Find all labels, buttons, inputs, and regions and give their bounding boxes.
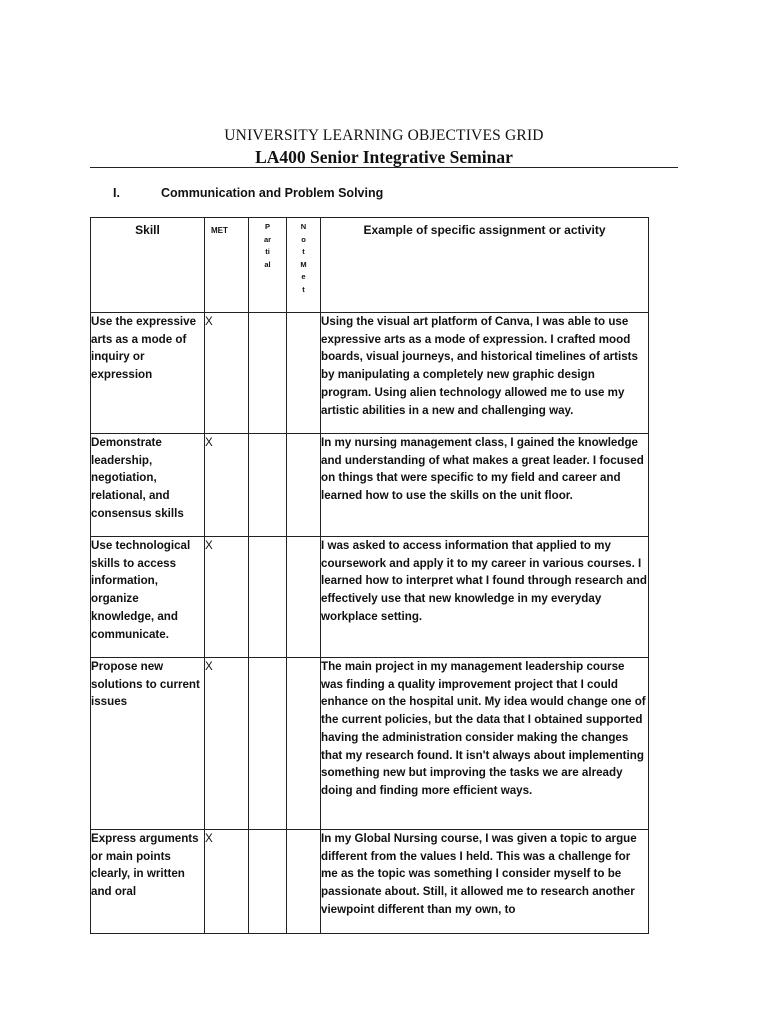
- example-cell: I was asked to access information that applied to my coursework and apply it to my career in various courses. I learned how to interpret what I found through research and effectively use that new knowledge in my everyday workplace setting.: [321, 537, 649, 658]
- partial-column-header: [249, 218, 287, 313]
- table-row: [91, 830, 649, 934]
- partial-cell: [249, 658, 287, 830]
- not-met-header-letter: o: [301, 234, 306, 244]
- example-cell: The main project in my management leadership course was finding a quality improvement project that I could enhance on the hospital unit. My idea would change one of the current policies, but the data that I obtained supported having the administration consider making the changes that my research found. It isn't always about implementing something new but improving the tasks we are already doing and finding more efficient ways.: [321, 658, 649, 830]
- partial-cell: [249, 434, 287, 537]
- section-number: I.: [113, 186, 120, 200]
- partial-header-letter: P: [264, 222, 270, 231]
- met-cell: X: [205, 537, 249, 658]
- partial-cell: [249, 313, 287, 434]
- partial-header-letter: ar: [263, 234, 272, 244]
- met-cell: X: [205, 830, 249, 934]
- not-met-cell: [287, 313, 321, 434]
- partial-cell: [249, 830, 287, 934]
- example-cell: In my nursing management class, I gained the knowledge and understanding of what makes a great leader. I focused on things that were specific to my field and career and learned how to use the skills on the unit floor.: [321, 434, 649, 537]
- example-cell: Using the visual art platform of Canva, I was able to use expressive arts as a mode of expression. I crafted mood boards, visual journeys, and historical timelines of artists by manipulating a completely new graphic design program. Using alien technology allowed me to use my artistic abilities in a new and challenging way.: [321, 313, 649, 434]
- skill-cell: Demonstrate leadership, negotiation, relational, and consensus skills: [91, 434, 205, 537]
- table-header-row: [91, 218, 649, 313]
- objectives-table: [90, 217, 649, 934]
- met-cell: X: [205, 658, 249, 830]
- example-cell: In my Global Nursing course, I was given a topic to argue different from the values I held. This was a challenge for me as the topic was something I consider myself to be passionate about. Still, it allowed me to research another viewpoint different than my own, to: [321, 830, 649, 934]
- document-subtitle: LA400 Senior Integrative Seminar: [255, 147, 513, 167]
- table-row: [91, 658, 649, 830]
- not-met-header-letter: t: [302, 284, 305, 294]
- not-met-header-letter: t: [302, 247, 305, 256]
- not-met-column-header: [287, 218, 321, 313]
- not-met-header-letter: N: [300, 222, 307, 231]
- skill-cell: Express arguments or main points clearly, in written and oral: [91, 830, 205, 934]
- document-title: UNIVERSITY LEARNING OBJECTIVES GRID: [224, 127, 544, 144]
- partial-header-letter: al: [264, 259, 271, 269]
- table-row: [91, 537, 649, 658]
- met-cell: X: [205, 313, 249, 434]
- not-met-header-letter: e: [301, 272, 306, 281]
- table-row: [91, 434, 649, 537]
- example-column-header: Example of specific assignment or activity: [321, 218, 649, 313]
- not-met-header-letter: M: [300, 259, 307, 269]
- partial-cell: [249, 537, 287, 658]
- title-divider: [90, 167, 678, 168]
- not-met-cell: [287, 434, 321, 537]
- not-met-cell: [287, 830, 321, 934]
- skill-cell: Propose new solutions to current issues: [91, 658, 205, 830]
- partial-header-letter: ti: [265, 247, 270, 256]
- skill-column-header: Skill: [91, 218, 205, 313]
- table-row: [91, 313, 649, 434]
- skill-cell: Use the expressive arts as a mode of inquiry or expression: [91, 313, 205, 434]
- section-title: Communication and Problem Solving: [161, 186, 384, 200]
- section-heading: [113, 186, 383, 200]
- not-met-cell: [287, 537, 321, 658]
- met-column-header: MET: [205, 218, 249, 313]
- skill-cell: Use technological skills to access information, organize knowledge, and communicate.: [91, 537, 205, 658]
- met-cell: X: [205, 434, 249, 537]
- not-met-cell: [287, 658, 321, 830]
